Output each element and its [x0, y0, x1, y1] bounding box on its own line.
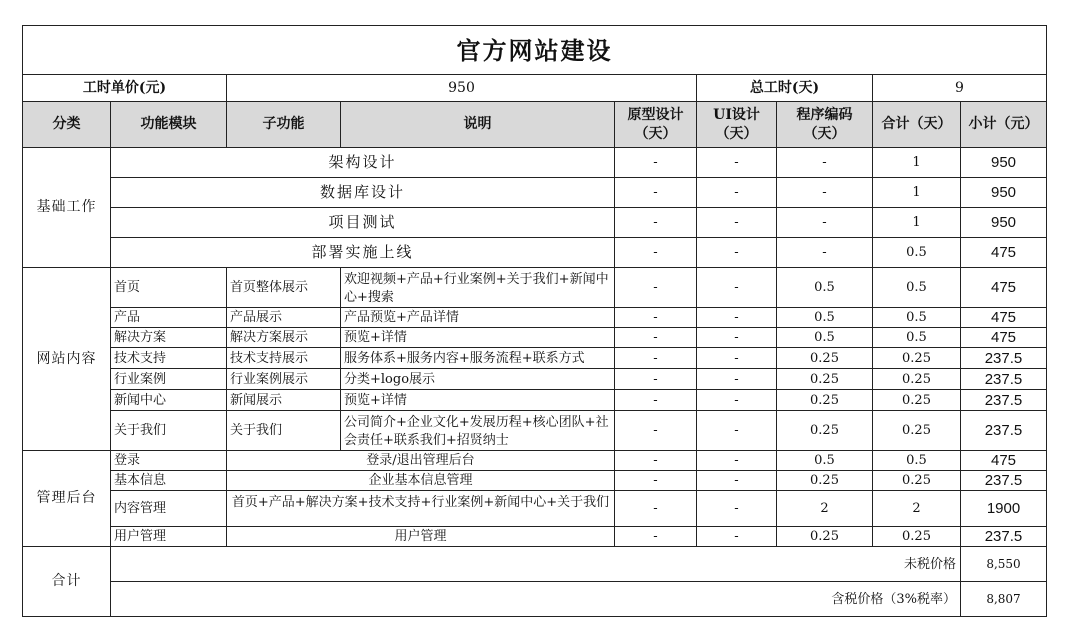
subtotal-cost: 237.5	[961, 471, 1047, 491]
ui-days: -	[697, 491, 777, 527]
ui-days: -	[697, 451, 777, 471]
subfunction-name: 产品展示	[227, 308, 341, 328]
subtotal-cost: 237.5	[961, 348, 1047, 369]
coding-days: -	[777, 148, 873, 178]
total-days: 0.25	[873, 411, 961, 451]
page-title: 官方网站建设	[23, 26, 1047, 75]
coding-days: 0.25	[777, 348, 873, 369]
ui-days: -	[697, 411, 777, 451]
total-days: 0.25	[873, 390, 961, 411]
subtotal-cost: 237.5	[961, 369, 1047, 390]
coding-days: 0.5	[777, 328, 873, 348]
subtotal-cost: 475	[961, 238, 1047, 268]
coding-days: 0.25	[777, 527, 873, 547]
ui-days: -	[697, 328, 777, 348]
module-name: 新闻中心	[111, 390, 227, 411]
description: 用户管理	[227, 527, 615, 547]
ui-days: -	[697, 471, 777, 491]
column-header-days: 合计（天）	[873, 102, 961, 148]
basic-item-name: 架构设计	[111, 148, 615, 178]
quotation-table	[22, 25, 1047, 617]
basic-item-name: 项目测试	[111, 208, 615, 238]
prototype-days: -	[615, 411, 697, 451]
module-name: 登录	[111, 451, 227, 471]
pre-tax-value: 8,550	[961, 547, 1047, 582]
total-days: 0.5	[873, 328, 961, 348]
ui-days: -	[697, 369, 777, 390]
description: 服务体系+服务内容+服务流程+联系方式	[341, 348, 615, 369]
total-days: 1	[873, 208, 961, 238]
total-days: 0.5	[873, 268, 961, 308]
module-name: 解决方案	[111, 328, 227, 348]
prototype-days: -	[615, 238, 697, 268]
prototype-days: -	[615, 208, 697, 238]
subtotal-cost: 950	[961, 178, 1047, 208]
column-header-prototype: 原型设计（天）	[615, 102, 697, 148]
subfunction-name: 技术支持展示	[227, 348, 341, 369]
total-days: 0.5	[873, 238, 961, 268]
description: 预览+详情	[341, 328, 615, 348]
subfunction-name: 解决方案展示	[227, 328, 341, 348]
ui-days: -	[697, 348, 777, 369]
description: 分类+logo展示	[341, 369, 615, 390]
coding-days: 0.25	[777, 369, 873, 390]
prototype-days: -	[615, 348, 697, 369]
coding-days: 0.25	[777, 471, 873, 491]
subtotal-cost: 475	[961, 268, 1047, 308]
module-name: 产品	[111, 308, 227, 328]
total-days: 1	[873, 178, 961, 208]
basic-item-name: 部署实施上线	[111, 238, 615, 268]
total-days: 0.25	[873, 471, 961, 491]
module-name: 用户管理	[111, 527, 227, 547]
ui-days: -	[697, 268, 777, 308]
subtotal-cost: 475	[961, 451, 1047, 471]
module-name: 首页	[111, 268, 227, 308]
subtotal-cost: 950	[961, 208, 1047, 238]
module-name: 基本信息	[111, 471, 227, 491]
subtotal-cost: 237.5	[961, 411, 1047, 451]
subtotal-cost: 475	[961, 328, 1047, 348]
column-header-subfunction: 子功能	[227, 102, 341, 148]
coding-days: 0.25	[777, 411, 873, 451]
column-header-ui: UI设计（天）	[697, 102, 777, 148]
prototype-days: -	[615, 328, 697, 348]
coding-days: 0.5	[777, 451, 873, 471]
prototype-days: -	[615, 451, 697, 471]
prototype-days: -	[615, 148, 697, 178]
coding-days: 2	[777, 491, 873, 527]
column-header-category: 分类	[23, 102, 111, 148]
coding-days: -	[777, 208, 873, 238]
module-name: 内容管理	[111, 491, 227, 527]
coding-days: 0.5	[777, 268, 873, 308]
coding-days: 0.25	[777, 390, 873, 411]
total-hours-label: 总工时(天)	[697, 75, 873, 102]
description: 欢迎视频+产品+行业案例+关于我们+新闻中心+搜索	[341, 268, 615, 308]
total-days: 1	[873, 148, 961, 178]
ui-days: -	[697, 148, 777, 178]
module-name: 技术支持	[111, 348, 227, 369]
unit-price-label: 工时单价(元)	[23, 75, 227, 102]
category-website: 网站内容	[23, 268, 111, 451]
prototype-days: -	[615, 308, 697, 328]
category-basic: 基础工作	[23, 148, 111, 268]
with-tax-label: 含税价格（3%税率）	[111, 582, 961, 617]
description: 公司简介+企业文化+发展历程+核心团队+社会责任+联系我们+招贤纳士	[341, 411, 615, 451]
subtotal-cost: 237.5	[961, 390, 1047, 411]
total-days: 0.5	[873, 451, 961, 471]
prototype-days: -	[615, 178, 697, 208]
coding-days: -	[777, 178, 873, 208]
prototype-days: -	[615, 268, 697, 308]
ui-days: -	[697, 208, 777, 238]
total-days: 0.25	[873, 348, 961, 369]
total-days: 0.5	[873, 308, 961, 328]
basic-item-name: 数据库设计	[111, 178, 615, 208]
subfunction-name: 关于我们	[227, 411, 341, 451]
column-header-description: 说明	[341, 102, 615, 148]
prototype-days: -	[615, 369, 697, 390]
module-name: 关于我们	[111, 411, 227, 451]
description: 预览+详情	[341, 390, 615, 411]
coding-days: 0.5	[777, 308, 873, 328]
prototype-days: -	[615, 527, 697, 547]
column-header-module: 功能模块	[111, 102, 227, 148]
ui-days: -	[697, 308, 777, 328]
subtotal-cost: 950	[961, 148, 1047, 178]
total-days: 2	[873, 491, 961, 527]
column-header-cost: 小计（元）	[961, 102, 1047, 148]
description: 企业基本信息管理	[227, 471, 615, 491]
description: 登录/退出管理后台	[227, 451, 615, 471]
ui-days: -	[697, 390, 777, 411]
prototype-days: -	[615, 471, 697, 491]
module-name: 行业案例	[111, 369, 227, 390]
subtotal-cost: 237.5	[961, 527, 1047, 547]
subtotal-cost: 475	[961, 308, 1047, 328]
total-hours-value: 9	[873, 75, 1047, 102]
subfunction-name: 新闻展示	[227, 390, 341, 411]
total-days: 0.25	[873, 369, 961, 390]
ui-days: -	[697, 238, 777, 268]
category-total: 合计	[23, 547, 111, 617]
prototype-days: -	[615, 390, 697, 411]
coding-days: -	[777, 238, 873, 268]
ui-days: -	[697, 527, 777, 547]
pre-tax-label: 未税价格	[111, 547, 961, 582]
prototype-days: -	[615, 491, 697, 527]
subfunction-name: 首页整体展示	[227, 268, 341, 308]
unit-price-value: 950	[227, 75, 697, 102]
ui-days: -	[697, 178, 777, 208]
description: 首页+产品+解决方案+技术支持+行业案例+新闻中心+关于我们	[227, 491, 615, 527]
description: 产品预览+产品详情	[341, 308, 615, 328]
column-header-coding: 程序编码（天）	[777, 102, 873, 148]
subfunction-name: 行业案例展示	[227, 369, 341, 390]
with-tax-value: 8,807	[961, 582, 1047, 617]
total-days: 0.25	[873, 527, 961, 547]
category-admin: 管理后台	[23, 451, 111, 547]
subtotal-cost: 1900	[961, 491, 1047, 527]
